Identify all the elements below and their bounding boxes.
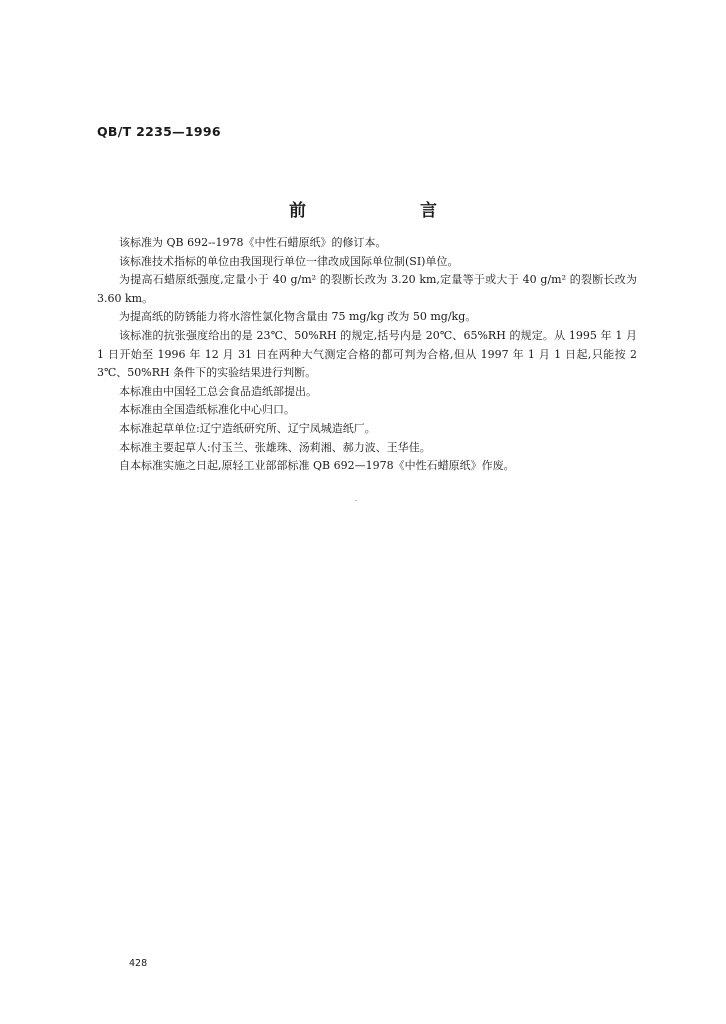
paragraph: 为提高石蜡原纸强度,定量小于 40 g/m² 的裂断长改为 3.20 km,定量等于或大于 40 g/m² 的裂断长改为 3.60 km。 (97, 273, 637, 305)
paragraph: 本标准主要起草人:付玉兰、张雄珠、汤莉湘、郝力波、王华佳。 (119, 440, 431, 454)
paragraph: 本标准由全国造纸标准化中心归口。 (119, 403, 295, 417)
paragraph: 该标准技术指标的单位由我国现行单位一律改成国际单位制(SI)单位。 (119, 254, 459, 268)
section-heading: 前 言 (289, 201, 491, 221)
standard-code: QB/T 2235—1996 (97, 124, 221, 139)
paragraph: 本标准起草单位:辽宁造纸研究所、辽宁凤城造纸厂。 (119, 421, 376, 435)
foreword-body (97, 234, 637, 476)
paragraph: 为提高纸的防锈能力将水溶性氯化物含量由 75 mg/kg 改为 50 mg/kg。 (119, 310, 477, 324)
page-number: 428 (129, 958, 148, 969)
paragraph: 该标准的抗张强度给出的是 23℃、50%RH 的规定,括号内是 20℃、65%RH 的规定。从 1995 年 1 月 1 日开始至 1996 年 12 月 31 日在两种大气测定合格的都可判为合格,但从 1997 年 1 月 1 日起,只能按 23℃、50%RH 条件下的实验结果进行判断。 (97, 328, 637, 380)
paragraph: 本标准由中国轻工总会食品造纸部提出。 (119, 384, 317, 398)
paragraph: 自本标准实施之日起,原轻工业部部标准 QB 692—1978《中性石蜡原纸》作废。 (119, 459, 515, 473)
scan-mark (355, 500, 357, 501)
paragraph: 该标准为 QB 692--1978《中性石蜡原纸》的修订本。 (119, 236, 387, 249)
